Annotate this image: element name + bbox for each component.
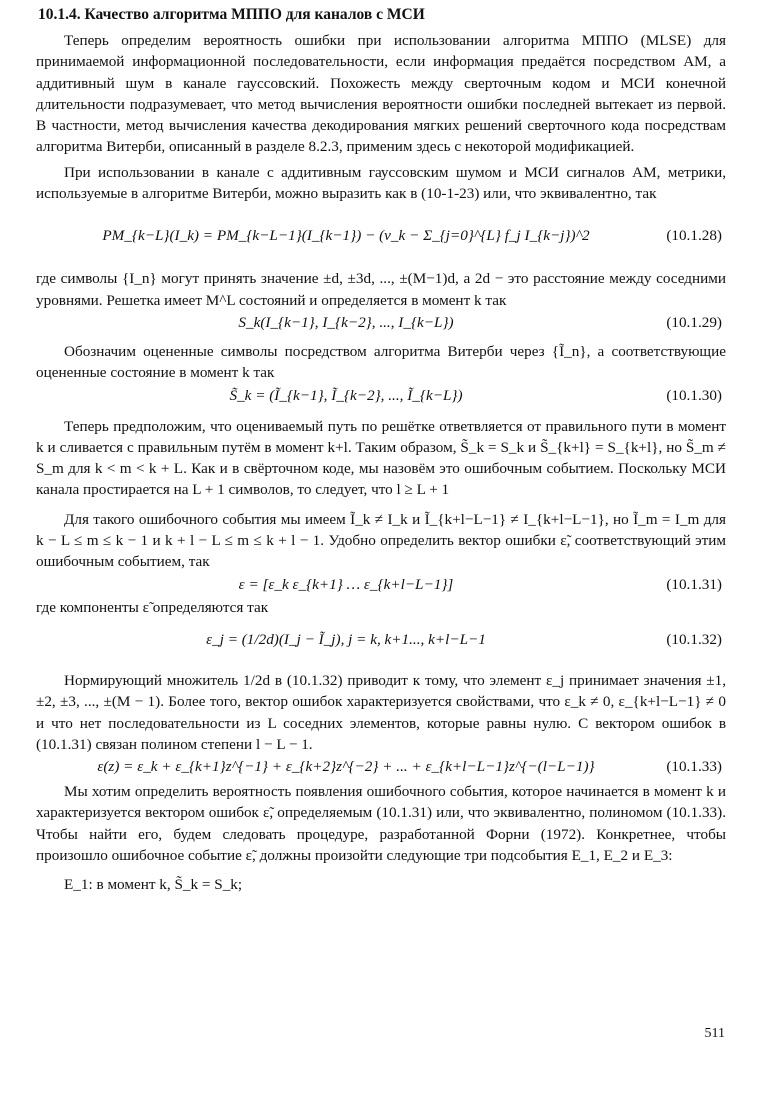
equation-10-1-30-number: (10.1.30): [666, 386, 722, 404]
equation-10-1-31-number: (10.1.31): [666, 575, 722, 593]
equation-10-1-33-body: ε(z) = ε_k + ε_{k+1}z^{−1} + ε_{k+2}z^{−2} + ... + ε_{k+l−L−1}z^{−(l−L−1)}: [97, 758, 595, 776]
paragraph-7: где компоненты ε̃ определяются так: [36, 598, 269, 616]
paragraph-4: Обозначим оцененные символы посредством алгоритма Витерби через {Ĩ_n}, а соответствующие оцененные состояние в момент k так: [36, 342, 726, 382]
equation-10-1-32-number: (10.1.32): [666, 630, 722, 648]
equation-10-1-29-number: (10.1.29): [666, 313, 722, 331]
page-number: 511: [704, 1026, 725, 1041]
equation-10-1-28-number: (10.1.28): [666, 227, 722, 245]
paragraph-5: Теперь предположим, что оцениваемый путь по решётке ответвляется от правильного пути в момент k и сливается с правильным путём в момент k+l. Таким образом, S̃_k = S_k и S̃_{k+l} = S_{k+l}, но S̃_m ≠ S_m для k < m < k + L. Как и в свёрточном коде, мы назовём это ошибочным событием. Поскольку МСИ канала простирается на L + 1 символов, то следует, что l ≥ L + 1: [36, 417, 726, 499]
equation-10-1-29: [36, 311, 726, 335]
paragraph-6: Для такого ошибочного события мы имеем Ĩ_k ≠ I_k и Ĩ_{k+l−L−1} ≠ I_{k+l−L−1}, но Ĩ_m = I_m для k − L ≤ m ≤ k − 1 и k + l − L ≤ m ≤ k + l − 1. Удобно определить вектор ошибки ε̃, соответствующий этим ошибочным событием, так: [36, 510, 726, 571]
equation-10-1-31-body: ε = [ε_k ε_{k+1} … ε_{k+l−L−1}]: [238, 575, 454, 593]
paragraph-9: Мы хотим определить вероятность появления ошибочного события, которое начинается в момент k и характеризуется вектором ошибок ε̃, определяемым (10.1.31) или, что эквивалентно, полиномом (10.1.33). Чтобы найти его, будем следовать процедуре, разработанной Форни (1972). Конкретнее, чтобы произошло ошибочное событие ε̃, должны произойти следующие три подсобытия E_1, E_2 и E_3:: [36, 783, 726, 865]
section-heading: 10.1.4. Качество алгоритма МППО для каналов с МСИ: [38, 6, 425, 23]
paragraph-2: При использовании в канале с аддитивным гауссовским шумом и МСИ сигналов АМ, метрики, используемые в алгоритме Витерби, можно выразить как в (10-1-23) или, что эквивалентно, так: [36, 163, 726, 203]
equation-10-1-29-body: S_k(I_{k−1}, I_{k−2}, ..., I_{k−L}): [238, 313, 454, 331]
paragraph-1: Теперь определим вероятность ошибки при использовании алгоритма МППО (MLSE) для принимаемой информационной последовательности, если информация предаётся посредством АМ, а аддитивный шум в канале гауссовский. Похожесть между сверточным кодом и МСИ конечной длительности подразумевает, что метод вычисления вероятности ошибки последней вытекает из первой. В частности, метод вычисления качества декодирования мягких решений сверточного кода посредствам алгоритма Витерби, описанный в разделе 8.2.3, применим здесь с некоторой модификацией.: [36, 32, 726, 156]
document-page: [36, 6, 726, 896]
paragraph-3: где символы {I_n} могут принять значение ±d, ±3d, ..., ±(M−1)d, а 2d − это расстояние между соседними уровнями. Решетка имеет M^L состояний и определяется в момент k так: [36, 270, 726, 309]
equation-10-1-31: [36, 573, 726, 597]
equation-10-1-28: [36, 204, 726, 268]
equation-10-1-30: [36, 384, 726, 408]
equation-10-1-28-body: PM_{k−L}(I_k) = PM_{k−L−1}(I_{k−1}) − (v_k − Σ_{j=0}^{L} f_j I_{k−j})^2: [102, 227, 590, 245]
equation-10-1-33-number: (10.1.33): [666, 758, 722, 776]
paragraph-8: Нормирующий множитель 1/2d в (10.1.32) приводит к тому, что элемент ε_j принимает значения ±1, ±2, ±3, ..., ±(M − 1). Более того, вектор ошибок характеризуется свойствами, что ε_k ≠ 0, ε_{k+l−L−1} ≠ 0 и что нет последовательности из L соседних элементов, которые равны нулю. С вектором ошибок в (10.1.31) связан полином степени l − L − 1.: [36, 671, 726, 753]
paragraph-10: E_1: в момент k, S̃_k = S_k;: [64, 876, 243, 894]
equation-10-1-32-body: ε_j = (1/2d)(I_j − Ĩ_j), j = k, k+1..., k+l−L−1: [206, 630, 486, 648]
equation-10-1-30-body: S̃_k = (Ĩ_{k−1}, Ĩ_{k−2}, ..., Ĩ_{k−L}): [229, 386, 463, 404]
equation-10-1-33: [36, 755, 726, 779]
equation-10-1-32: [36, 618, 726, 662]
